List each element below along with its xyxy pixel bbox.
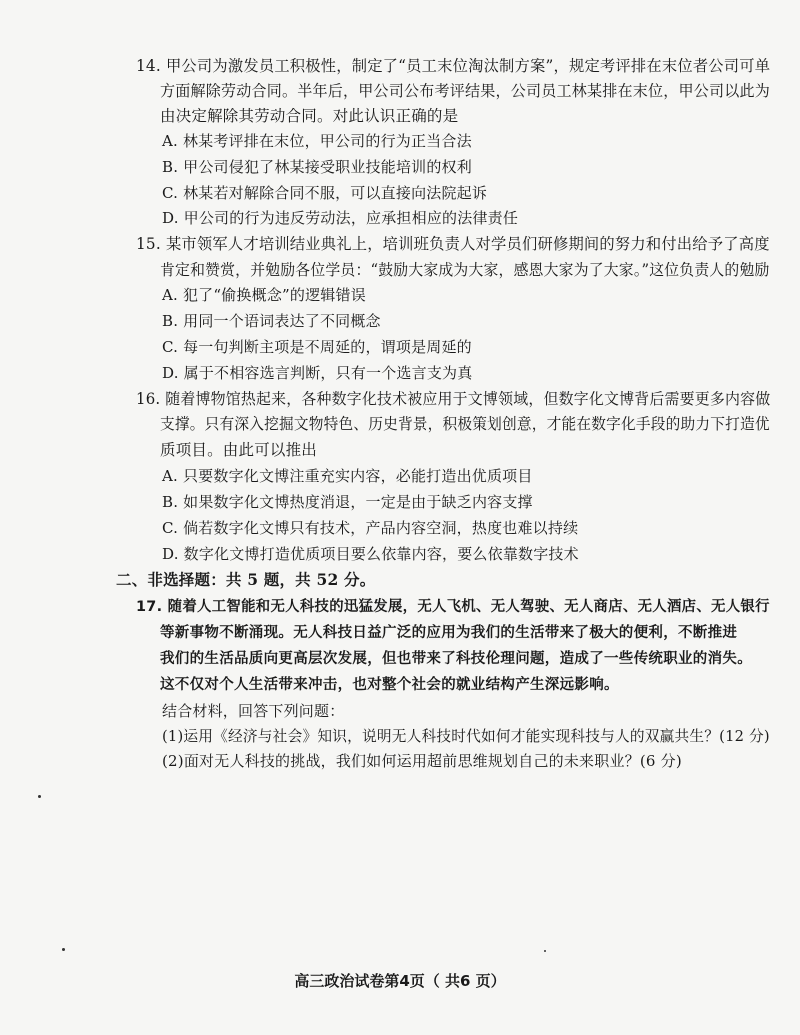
q17-material-line-3: 我们的生活品质向更高层次发展，但也带来了科技伦理问题，造成了一些传统职业的消失。 [160,651,752,667]
q17-prompt: 结合材料，回答下列问题： [162,702,345,720]
q16-option-a: A. 只要数字化文博注重充实内容，必能打造出优质项目 [162,467,533,485]
q17-material-line-2: 等新事物不断涌现。无人科技日益广泛的应用为我们的生活带来了极大的便利，不断推进 [160,625,738,641]
q15-option-c: C. 每一句判断主项是不周延的，谓项是周延的 [162,338,472,356]
q16-stem-line-3: 质项目。由此可以推出 [160,441,318,459]
q17-subquestion-1: (1)运用《经济与社会》知识，说明无人科技时代如何才能实现科技与人的双赢共生？(12 分) [162,727,770,745]
section-2-heading: 二、非选择题：共 5 题，共 52 分。 [116,570,376,589]
q16-stem-line-1: 16. 随着博物馆热起来，各种数字化技术被应用于文博领域，但数字化文博背后需要更多内容做 [136,390,771,408]
q15-stem-line-1: 15. 某市领军人才培训结业典礼上，培训班负责人对学员们研修期间的努力和付出给予了高度 [136,235,770,253]
q15-stem-line-2: 肯定和赞赏，并勉励各位学员：“鼓励大家成为大家，感恩大家为了大家。”这位负责人的勉励 [160,261,770,279]
q14-option-c: C. 林某若对解除合同不服，可以直接向法院起诉 [162,184,488,202]
q14-stem-line-2: 方面解除劳动合同。半年后，甲公司公布考评结果，公司员工林某排在末位，甲公司以此为 [160,82,770,100]
q14-option-b: B. 甲公司侵犯了林某接受职业技能培训的权利 [162,158,472,176]
scan-speck [62,948,65,951]
q16-option-d: D. 数字化文博打造优质项目要么依靠内容，要么依靠数字技术 [162,545,579,563]
scan-speck [38,795,41,798]
q16-option-c: C. 倘若数字化文博只有技术，产品内容空洞，热度也难以持续 [162,519,579,537]
scan-speck [544,950,546,952]
q16-option-b: B. 如果数字化文博热度消退，一定是由于缺乏内容支撑 [162,493,533,511]
q14-option-d: D. 甲公司的行为违反劳动法，应承担相应的法律责任 [162,209,519,227]
page-footer: 高三政治试卷第4页（ 共6 页） [294,972,506,990]
q14-stem-line-3: 由决定解除其劳动合同。对此认识正确的是 [160,107,459,125]
q15-option-d: D. 属于不相容选言判断，只有一个选言支为真 [162,364,473,382]
q17-material-line-4: 这不仅对个人生活带来冲击，也对整个社会的就业结构产生深远影响。 [160,677,619,693]
q17-subquestion-2: (2)面对无人科技的挑战，我们如何运用超前思维规划自己的未来职业？(6 分) [162,752,682,770]
q16-stem-line-2: 支撑。只有深入挖掘文物特色、历史背景，积极策划创意，才能在数字化手段的助力下打造优 [160,415,770,433]
q17-material-line-1: 17. 随着人工智能和无人科技的迅猛发展，无人飞机、无人驾驶、无人商店、无人酒店、无人银行 [136,599,770,615]
q14-stem-line-1: 14. 甲公司为激发员工积极性，制定了“员工末位淘汰制方案”，规定考评排在末位者公司可单 [136,57,771,75]
q15-option-a: A. 犯了“偷换概念”的逻辑错误 [162,286,366,304]
q14-option-a: A. 林某考评排在末位，甲公司的行为正当合法 [162,132,472,150]
q15-option-b: B. 用同一个语词表达了不同概念 [162,312,381,330]
